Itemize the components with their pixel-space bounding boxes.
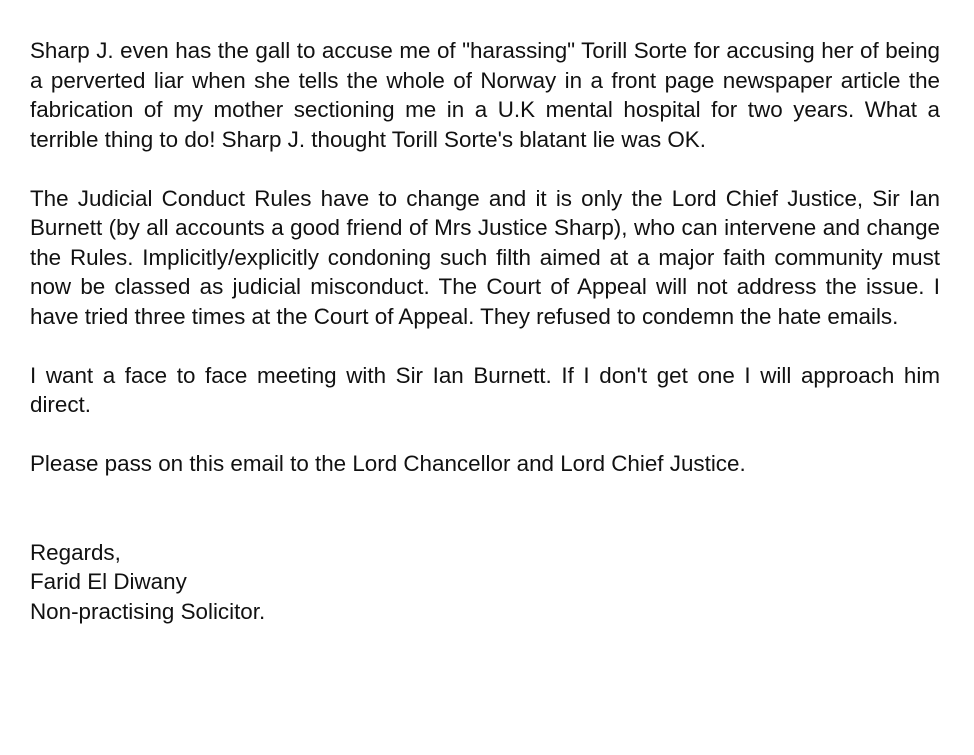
letter-body xyxy=(30,36,940,626)
signature-block xyxy=(30,538,940,627)
closing: Regards, xyxy=(30,539,121,565)
paragraph-forward-request: Please pass on this email to the Lord Chancellor and Lord Chief Justice. xyxy=(30,451,746,476)
signer-name: Farid El Diwany xyxy=(30,569,187,594)
signer-title: Non-practising Solicitor. xyxy=(30,598,266,624)
paragraph-judicial-conduct-rules: The Judicial Conduct Rules have to change and it is only the Lord Chief Justice, Sir Ian Burnett (by all accounts a good friend of Mrs Justice Sharp), who can intervene and change the Rules. Implicitly/explicitly condoning such filth aimed at a major faith community must now be classed as judicial misconduct. The Court of Appeal will not address the issue. I have tried three times at the Court of Appeal. They refused to condemn the hate emails. xyxy=(30,185,940,329)
paragraph-meeting-request: I want a face to face meeting with Sir Ian Burnett. If I don't get one I will approach him direct. xyxy=(30,362,940,417)
paragraph-harassment-accusation: Sharp J. even has the gall to accuse me of "harassing" Torill Sorte for accusing her of being a perverted liar when she tells the whole of Norway in a front page newspaper article the fabrication of my mother sectioning me in a U.K mental hospital for two years. What a terrible thing to do! Sharp J. thought Torill Sorte's blatant lie was OK. xyxy=(30,38,940,152)
spacer xyxy=(30,508,940,538)
